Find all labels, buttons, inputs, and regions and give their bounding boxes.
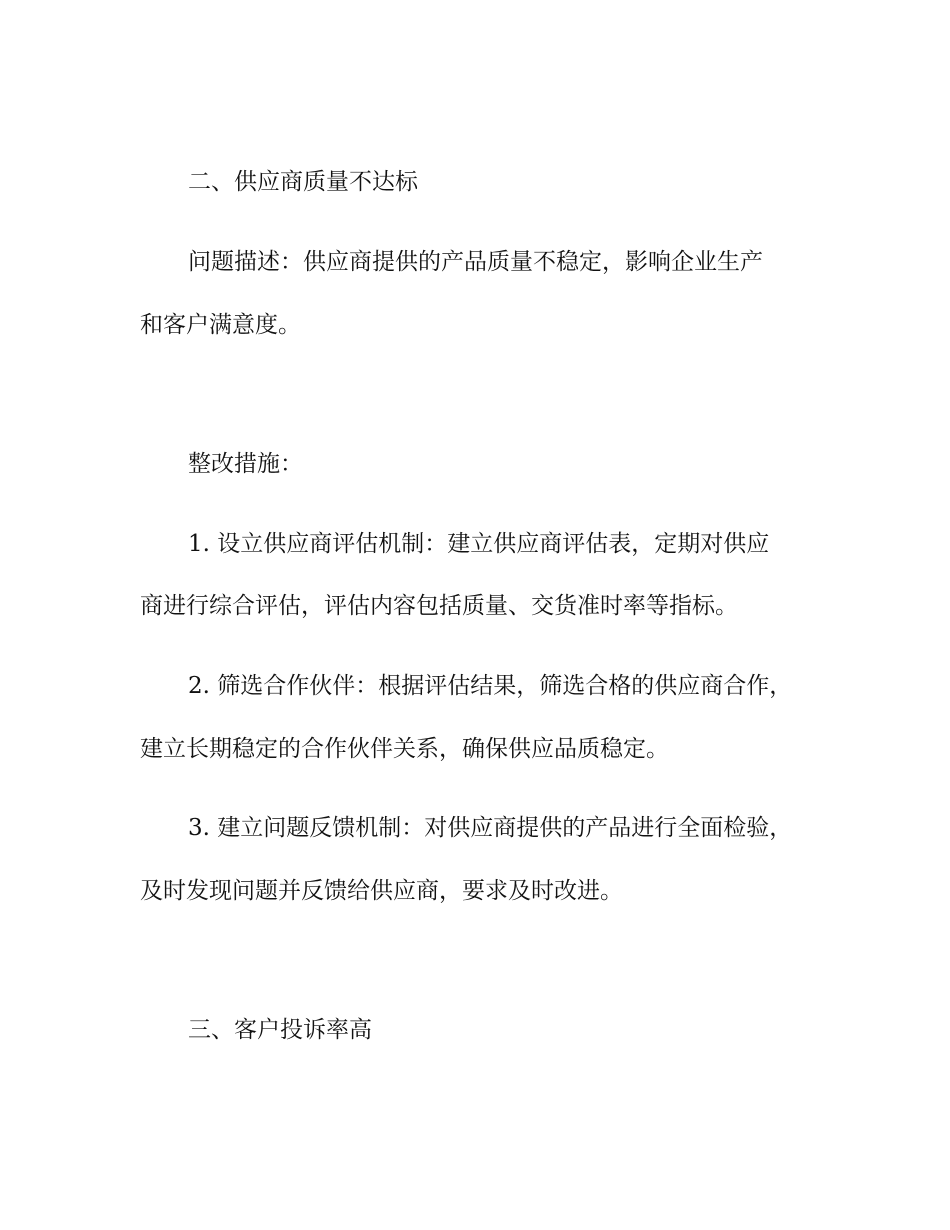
section-heading: 三、客户投诉率高 <box>188 1017 372 1043</box>
measure-item-line: 及时发现问题并反馈给供应商，要求及时改进。 <box>140 878 623 904</box>
measure-item-line: 1. 设立供应商评估机制：建立供应商评估表，定期对供应 <box>188 531 770 557</box>
section-heading: 二、供应商质量不达标 <box>188 169 418 195</box>
measure-item-line: 2. 筛选合作伙伴：根据评估结果，筛选合格的供应商合作， <box>188 673 793 699</box>
measure-item-line: 商进行综合评估，评估内容包括质量、交货准时率等指标。 <box>140 593 738 619</box>
problem-description-line: 问题描述：供应商提供的产品质量不稳定，影响企业生产 <box>188 249 763 275</box>
measure-item-line: 3. 建立问题反馈机制：对供应商提供的产品进行全面检验， <box>188 815 793 841</box>
measures-title: 整改措施： <box>188 451 303 477</box>
measure-item-line: 建立长期稳定的合作伙伴关系，确保供应品质稳定。 <box>140 736 669 762</box>
problem-description-line: 和客户满意度。 <box>140 312 301 338</box>
